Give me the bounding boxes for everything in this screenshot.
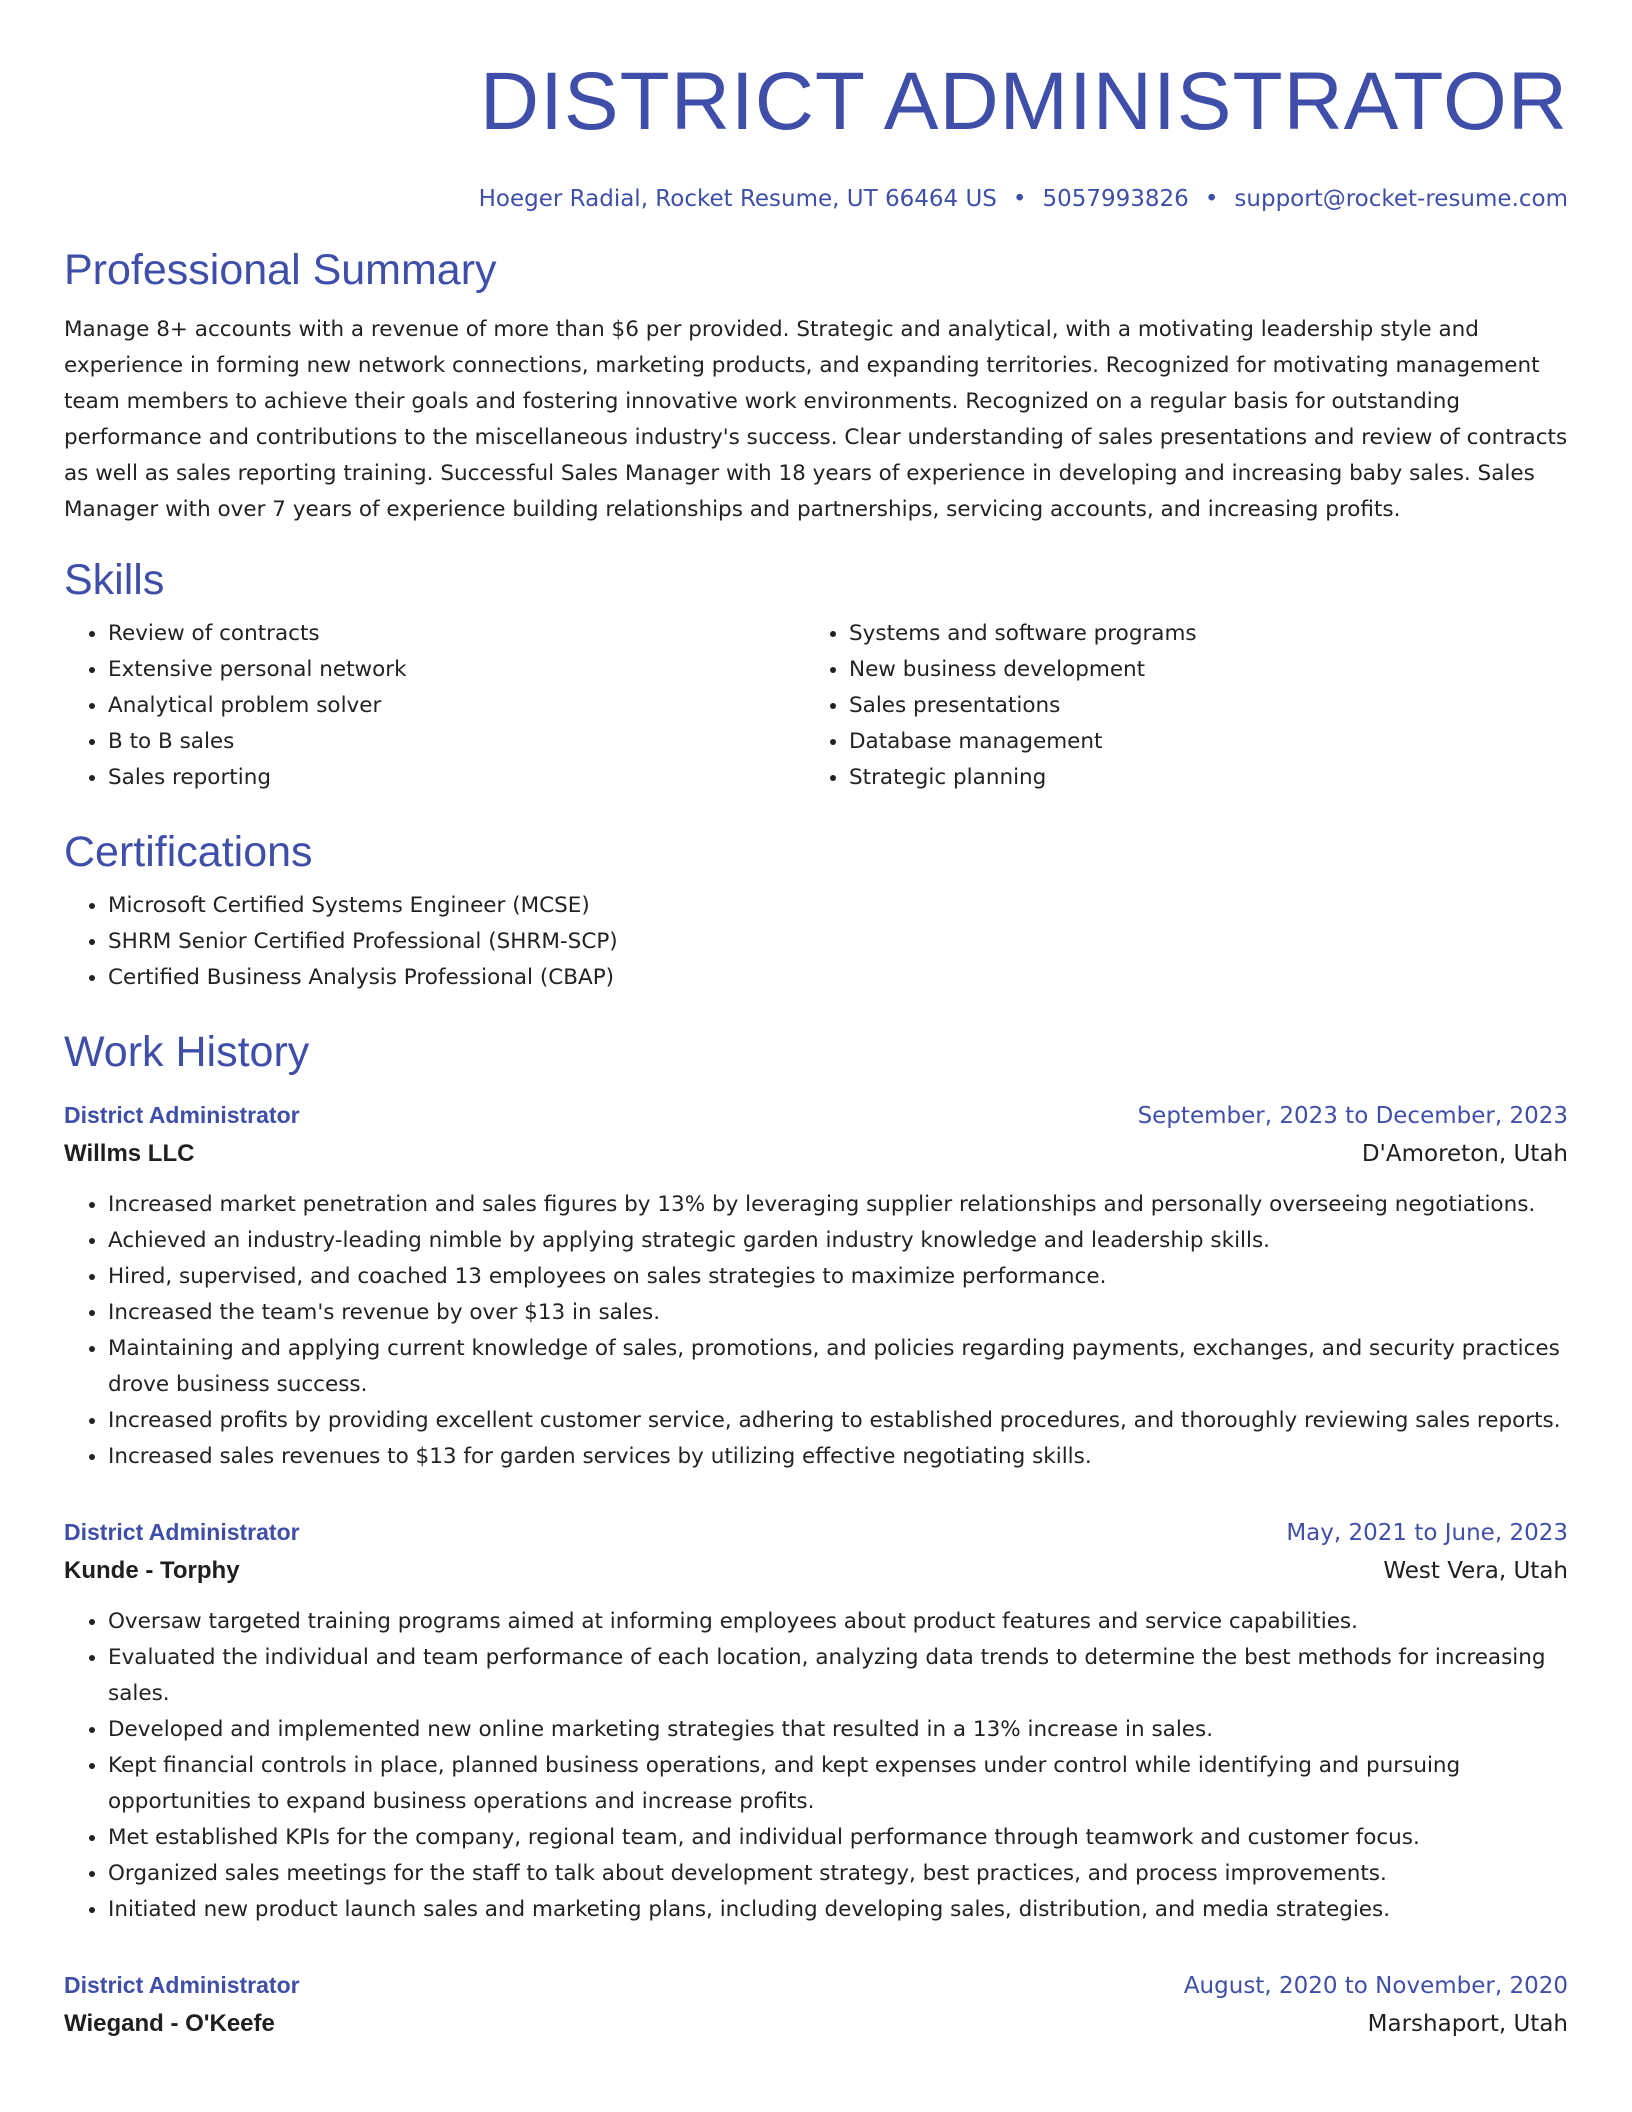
responsibility-item: • Achieved an industry-leading nimble by applying strategic garden industry knowledge and leadership skills. — [108, 1223, 1568, 1259]
job-title-row — [64, 1513, 1568, 1552]
job-title: District Administrator — [64, 1519, 300, 1545]
job-responsibilities — [64, 1604, 1568, 1928]
skill-item: • Analytical problem solver — [108, 688, 805, 724]
company-name: Willms LLC — [64, 1140, 195, 1167]
company-name: Kunde - Torphy — [64, 1557, 240, 1584]
certification-item: • Microsoft Certified Systems Engineer (MCSE) — [108, 888, 1568, 924]
job-company-row — [64, 1135, 1568, 1173]
responsibility-item: • Oversaw targeted training programs aimed at informing employees about product features and service capabilities. — [108, 1604, 1568, 1640]
email-link[interactable]: support@rocket-resume.com — [1234, 186, 1568, 212]
responsibility-item: • Initiated new product launch sales and marketing plans, including developing sales, distribution, and media strategies. — [108, 1892, 1568, 1928]
skill-item: • Strategic planning — [849, 760, 1546, 796]
job-dates: August, 2020 to November, 2020 — [1183, 1973, 1568, 1999]
job-location: Marshaport, Utah — [1367, 2011, 1568, 2037]
section-title-certifications: Certifications — [64, 828, 313, 876]
section-title-skills: Skills — [64, 556, 165, 604]
certification-item: • Certified Business Analysis Professional (CBAP) — [108, 960, 1568, 996]
skill-item: • Sales presentations — [849, 688, 1546, 724]
responsibility-item: • Increased sales revenues to $13 for garden services by utilizing effective negotiating skills. — [108, 1439, 1568, 1475]
skill-item: • B to B sales — [108, 724, 805, 760]
address: Hoeger Radial, Rocket Resume, UT 66464 US — [478, 186, 997, 212]
responsibility-item: • Increased the team's revenue by over $13 in sales. — [108, 1295, 1568, 1331]
candidate-name: DISTRICT ADMINISTRATOR — [479, 56, 1568, 147]
job-location: D'Amoreton, Utah — [1361, 1141, 1568, 1167]
responsibility-item: • Developed and implemented new online marketing strategies that resulted in a 13% increase in sales. — [108, 1712, 1568, 1748]
certification-item: • SHRM Senior Certified Professional (SHRM-SCP) — [108, 924, 1568, 960]
job-dates: September, 2023 to December, 2023 — [1137, 1103, 1568, 1129]
skill-item: • Review of contracts — [108, 616, 805, 652]
skills-column-right — [805, 616, 1546, 796]
responsibility-item: • Increased market penetration and sales figures by 13% by leveraging supplier relationships and personally overseeing negotiations. — [108, 1187, 1568, 1223]
section-title-work-history: Work History — [64, 1028, 310, 1076]
company-name: Wiegand - O'Keefe — [64, 2010, 275, 2037]
contact-separator: • — [1012, 186, 1027, 212]
responsibility-item: • Met established KPIs for the company, regional team, and individual performance through teamwork and customer focus. — [108, 1820, 1568, 1856]
phone: 5057993826 — [1042, 186, 1189, 212]
skill-item: • New business development — [849, 652, 1546, 688]
job-company-row — [64, 2005, 1568, 2043]
job-dates: May, 2021 to June, 2023 — [1286, 1520, 1568, 1546]
skill-item: • Database management — [849, 724, 1546, 760]
job-entry — [64, 1966, 1568, 2043]
job-responsibilities — [64, 1187, 1568, 1475]
skills-section — [64, 554, 1568, 796]
job-title: District Administrator — [64, 1102, 300, 1128]
responsibility-item: • Kept financial controls in place, planned business operations, and kept expenses under control while identifying and pursuing opportunities to expand business operations and increase profits. — [108, 1748, 1568, 1820]
summary-text: Manage 8+ accounts with a revenue of more than $6 per provided. Strategic and analytical, with a motivating leadership style and experience in forming new network connections, marketing products, and expanding territories. Recognized for motivating management team members to achieve their goals and fostering innovative work environments. Recognized on a regular basis for outstanding performance and contributions to the miscellaneous industry's success. Clear understanding of sales presentations and review of contracts as well as sales reporting training. Successful Sales Manager with 18 years of experience in developing and increasing baby sales. Sales Manager with over 7 years of experience building relationships and partnerships, servicing accounts, and increasing profits. — [64, 317, 1568, 522]
responsibility-item: • Maintaining and applying current knowledge of sales, promotions, and policies regarding payments, exchanges, and security practices drove business success. — [108, 1331, 1568, 1403]
skill-item: • Extensive personal network — [108, 652, 805, 688]
skills-column-left — [64, 616, 805, 796]
certifications-section — [64, 826, 1568, 996]
skill-item: • Sales reporting — [108, 760, 805, 796]
job-entry — [64, 1096, 1568, 1475]
job-entry — [64, 1513, 1568, 1928]
skill-item: • Systems and software programs — [849, 616, 1546, 652]
job-title-row — [64, 1096, 1568, 1135]
job-company-row — [64, 1552, 1568, 1590]
responsibility-item: • Organized sales meetings for the staff to talk about development strategy, best practices, and process improvements. — [108, 1856, 1568, 1892]
section-title-summary: Professional Summary — [64, 246, 497, 294]
work-history-section — [64, 1026, 1568, 2043]
job-title: District Administrator — [64, 1972, 300, 1998]
job-location: West Vera, Utah — [1383, 1558, 1568, 1584]
responsibility-item: • Evaluated the individual and team performance of each location, analyzing data trends to determine the best methods for increasing sales. — [108, 1640, 1568, 1712]
job-title-row — [64, 1966, 1568, 2005]
skills-list-left — [64, 616, 805, 796]
responsibility-item: • Hired, supervised, and coached 13 employees on sales strategies to maximize performance. — [108, 1259, 1568, 1295]
certifications-list — [64, 888, 1568, 996]
skills-grid — [64, 616, 1568, 796]
resume-header — [64, 0, 1568, 214]
responsibility-item: • Increased profits by providing excellent customer service, adhering to established procedures, and thoroughly reviewing sales reports. — [108, 1403, 1568, 1439]
skills-list-right — [805, 616, 1546, 796]
contact-separator: • — [1204, 186, 1219, 212]
professional-summary-section — [64, 244, 1568, 528]
contact-line — [64, 184, 1568, 214]
